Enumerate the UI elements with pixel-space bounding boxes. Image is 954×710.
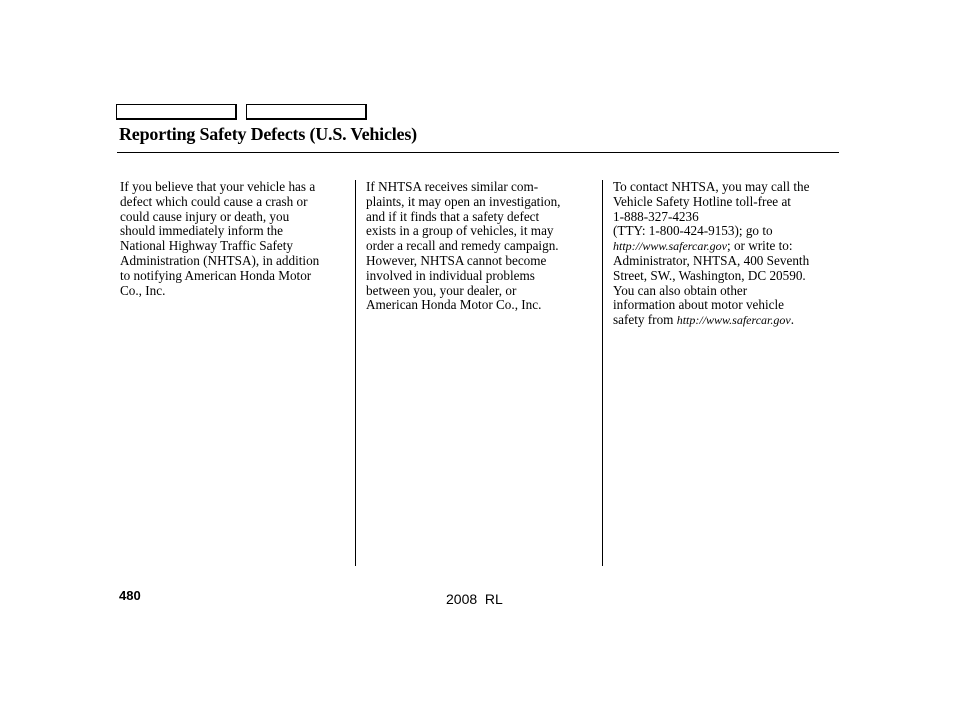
text-line: You can also obtain other [613, 282, 748, 298]
text-column-3 [613, 180, 845, 328]
tty-number: (TTY: 1-800-424-9153); go to [613, 223, 773, 239]
text-line: should immediately inform the [120, 223, 283, 239]
page-title: Reporting Safety Defects (U.S. Vehicles) [119, 124, 417, 144]
text-line: involved in individual problems [366, 267, 535, 283]
text-line: information about motor vehicle [613, 297, 785, 313]
text-line: could cause injury or death, you [120, 208, 290, 224]
page-number: 480 [119, 588, 141, 603]
title-divider [117, 152, 839, 153]
text-line: Administration (NHTSA), in addition [120, 252, 320, 268]
hotline-number: 1-888-327-4236 [613, 208, 699, 224]
safercar-link[interactable]: http://www.safercar.gov [613, 239, 727, 254]
text-line: Administrator, NHTSA, 400 Seventh [613, 252, 810, 268]
text-fragment: ; or write to: [727, 238, 793, 254]
text-line: Street, SW., Washington, DC 20590. [613, 267, 806, 283]
text-column-1 [120, 180, 352, 298]
footer-model: 2008 RL [446, 591, 503, 607]
text-fragment: safety from [613, 312, 677, 328]
text-line: To contact NHTSA, you may call the [613, 179, 810, 194]
text-column-2 [366, 180, 598, 313]
column-divider [602, 180, 603, 566]
text-line: between you, your dealer, or [366, 282, 517, 298]
text-line: Vehicle Safety Hotline toll-free at [613, 193, 791, 209]
text-line: order a recall and remedy campaign. [366, 238, 559, 254]
column-divider [355, 180, 356, 566]
text-line: If you believe that your vehicle has a [120, 179, 316, 194]
text-line: to notifying American Honda Motor [120, 267, 312, 283]
safercar-link[interactable]: http://www.safercar.gov [676, 313, 791, 328]
text-line: However, NHTSA cannot become [366, 252, 547, 268]
text-fragment: . [790, 312, 795, 328]
text-line: If NHTSA receives similar com- [366, 179, 539, 194]
text-line: Co., Inc. [120, 282, 166, 298]
text-line: National Highway Traffic Safety [120, 238, 293, 254]
text-line: exists in a group of vehicles, it may [366, 223, 554, 239]
nav-button-previous[interactable] [116, 104, 237, 120]
text-line [613, 239, 845, 254]
text-line: American Honda Motor Co., Inc. [366, 297, 542, 313]
nav-button-next[interactable] [246, 104, 367, 120]
text-line: plaints, it may open an investigation, [366, 193, 561, 209]
text-line: and if it finds that a safety defect [366, 208, 540, 224]
text-line: defect which could cause a crash or [120, 193, 308, 209]
text-line [613, 313, 845, 328]
